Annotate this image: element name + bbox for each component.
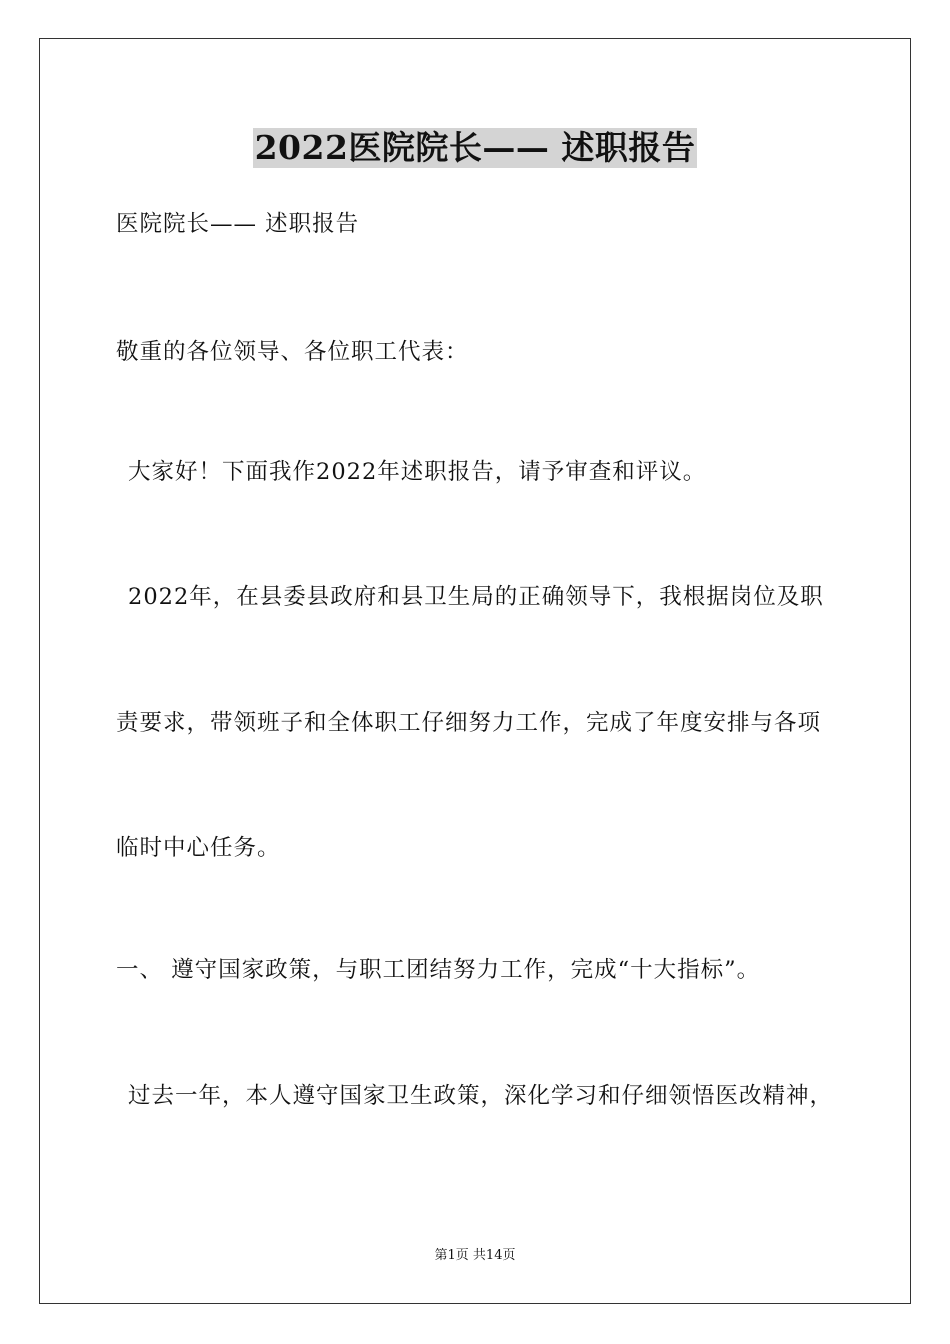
title-container [0,128,950,168]
page-footer: 第1页 共14页 [434,1248,516,1263]
document-title: 2022医院院长—— 述职报告 [254,128,696,167]
paragraph-line: 责要求，带领班子和全体职工仔细努力工作，完成了年度安排与各项 [116,710,822,736]
paragraph-line: 过去一年，本人遵守国家卫生政策，深化学习和仔细领悟医改精神， [128,1083,834,1109]
salutation-line: 敬重的各位领导、各位职工代表： [116,339,469,365]
paragraph-line: 临时中心任务。 [116,835,281,861]
section-heading: 一、 遵守国家政策，与职工团结努力工作，完成“十大指标”。 [116,957,761,983]
paragraph-line: 大家好！下面我作2022年述职报告，请予审查和评议。 [128,459,707,485]
paragraph-line: 2022年，在县委县政府和县卫生局的正确领导下，我根据岗位及职 [128,584,824,610]
subtitle-line: 医院院长—— 述职报告 [116,211,360,237]
